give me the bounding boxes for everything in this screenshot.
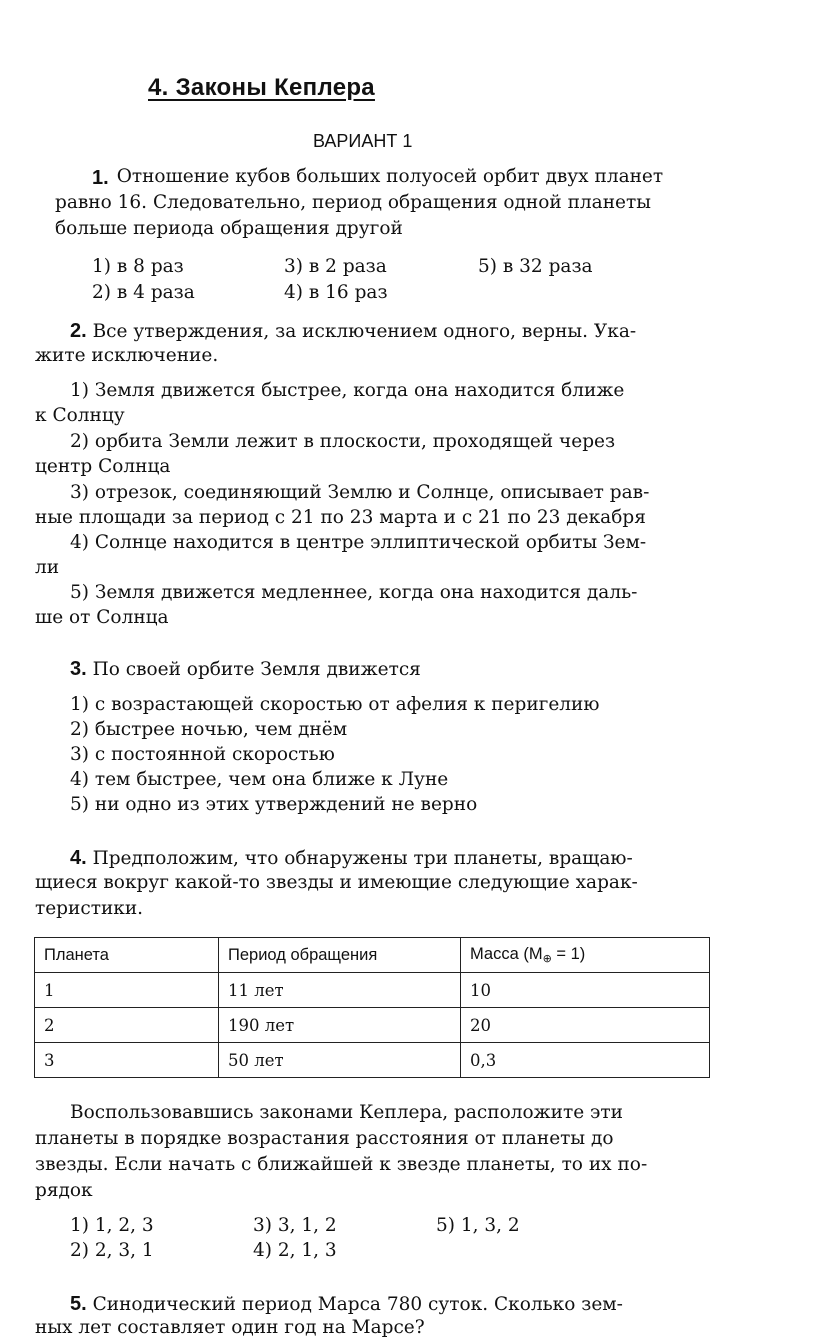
- table-row: [35, 1008, 710, 1043]
- header-mass-label: Масса (M: [470, 945, 543, 963]
- cell-mass: 20: [461, 1008, 710, 1043]
- q2-option-2b: центр Солнца: [35, 456, 171, 477]
- q2-number: 2.: [70, 320, 87, 342]
- q2-option-5a: 5) Земля движется медленнее, когда она находится даль-: [70, 582, 638, 603]
- cell-period: 50 лет: [219, 1043, 461, 1078]
- q1-line-3: больше периода обращения другой: [55, 218, 403, 239]
- header-period: Период обращения: [219, 938, 461, 973]
- q4-line-3: теристики.: [35, 898, 144, 919]
- header-mass: [461, 938, 710, 973]
- q3-option-1: 1) с возрастающей скоростью от афелия к перигелию: [70, 694, 600, 715]
- q1-text-1: Отношение кубов больших полуосей орбит двух планет: [116, 166, 664, 187]
- q4-option-2: 2) 2, 3, 1: [70, 1240, 154, 1261]
- q1-option-4: 4) в 16 раз: [284, 282, 388, 303]
- q4-after-2: планеты в порядке возрастания расстояния от планеты до: [35, 1128, 614, 1149]
- q5-number: 5.: [70, 1293, 87, 1315]
- q1-option-3: 3) в 2 раза: [284, 256, 387, 277]
- q4-after-4: рядок: [35, 1180, 93, 1201]
- q3-option-4: 4) тем быстрее, чем она ближе к Луне: [70, 769, 449, 790]
- q3-number: 3.: [70, 658, 87, 680]
- cell-period: 190 лет: [219, 1008, 461, 1043]
- header-planet: Планета: [35, 938, 219, 973]
- q4-text-1: Предположим, что обнаружены три планеты, вращаю-: [92, 848, 633, 869]
- table-row: [35, 973, 710, 1008]
- q2-line-1: [70, 321, 636, 342]
- q2-option-4b: ли: [35, 557, 60, 578]
- q3-option-3: 3) с постоянной скоростью: [70, 744, 335, 765]
- q2-option-3a: 3) отрезок, соединяющий Землю и Солнце, описывает рав-: [70, 482, 650, 503]
- q3-option-5: 5) ни одно из этих утверждений не верно: [70, 794, 478, 815]
- q2-option-3b: ные площади за период с 21 по 23 марта и с 21 по 23 декабря: [35, 507, 646, 528]
- q2-option-4a: 4) Солнце находится в центре эллиптической орбиты Зем-: [70, 532, 647, 553]
- cell-mass: 10: [461, 973, 710, 1008]
- table-row: [35, 1043, 710, 1078]
- cell-mass: 0,3: [461, 1043, 710, 1078]
- q2-option-5b: ше от Солнца: [35, 607, 169, 628]
- q4-option-5: 5) 1, 3, 2: [436, 1215, 520, 1236]
- q1-option-1: 1) в 8 раз: [92, 256, 184, 277]
- earth-symbol: ⊕: [542, 953, 552, 965]
- q4-after-1: Воспользовавшись законами Кеплера, расположите эти: [70, 1102, 623, 1123]
- q2-text-1: Все утверждения, за исключением одного, верны. Ука-: [92, 321, 637, 342]
- cell-planet: 1: [35, 973, 219, 1008]
- q1-line-1: [70, 168, 707, 188]
- q5-text-1: Синодический период Марса 780 суток. Сколько зем-: [92, 1294, 623, 1315]
- q2-line-2: жите исключение.: [35, 345, 219, 366]
- cell-period: 11 лет: [219, 973, 461, 1008]
- q4-option-3: 3) 3, 1, 2: [253, 1215, 337, 1236]
- q4-number: 4.: [70, 847, 87, 869]
- header-mass-eq: = 1): [551, 945, 586, 963]
- q3-text: По своей орбите Земля движется: [92, 659, 421, 680]
- q1-line-2: равно 16. Следовательно, период обращения одной планеты: [55, 192, 651, 213]
- cell-planet: 2: [35, 1008, 219, 1043]
- cell-planet: 3: [35, 1043, 219, 1078]
- q4-line-1: [70, 848, 633, 869]
- planets-table: [34, 937, 710, 1078]
- q5-line-2: ных лет составляет один год на Марсе?: [35, 1317, 425, 1338]
- table-header-row: [35, 938, 710, 973]
- q5-line-1: [70, 1294, 623, 1315]
- q4-after-3: звезды. Если начать с ближайшей к звезде планеты, то их по-: [35, 1154, 648, 1175]
- q4-line-2: щиеся вокруг какой-то звезды и имеющие следующие харак-: [35, 872, 638, 893]
- q1-option-5: 5) в 32 раза: [478, 256, 593, 277]
- q2-option-2a: 2) орбита Земли лежит в плоскости, проходящей через: [70, 431, 616, 452]
- q3-line-1: [70, 659, 421, 680]
- q2-option-1a: 1) Земля движется быстрее, когда она находится ближе: [70, 380, 625, 401]
- variant-heading: ВАРИАНТ 1: [313, 131, 413, 151]
- q2-option-1b: к Солнцу: [35, 405, 125, 426]
- q1-number: 1.: [92, 167, 109, 189]
- page-title: 4. Законы Кеплера: [148, 74, 375, 101]
- q3-option-2: 2) быстрее ночью, чем днём: [70, 719, 348, 740]
- q4-option-1: 1) 1, 2, 3: [70, 1215, 154, 1236]
- q4-option-4: 4) 2, 1, 3: [253, 1240, 337, 1261]
- q1-option-2: 2) в 4 раза: [92, 282, 195, 303]
